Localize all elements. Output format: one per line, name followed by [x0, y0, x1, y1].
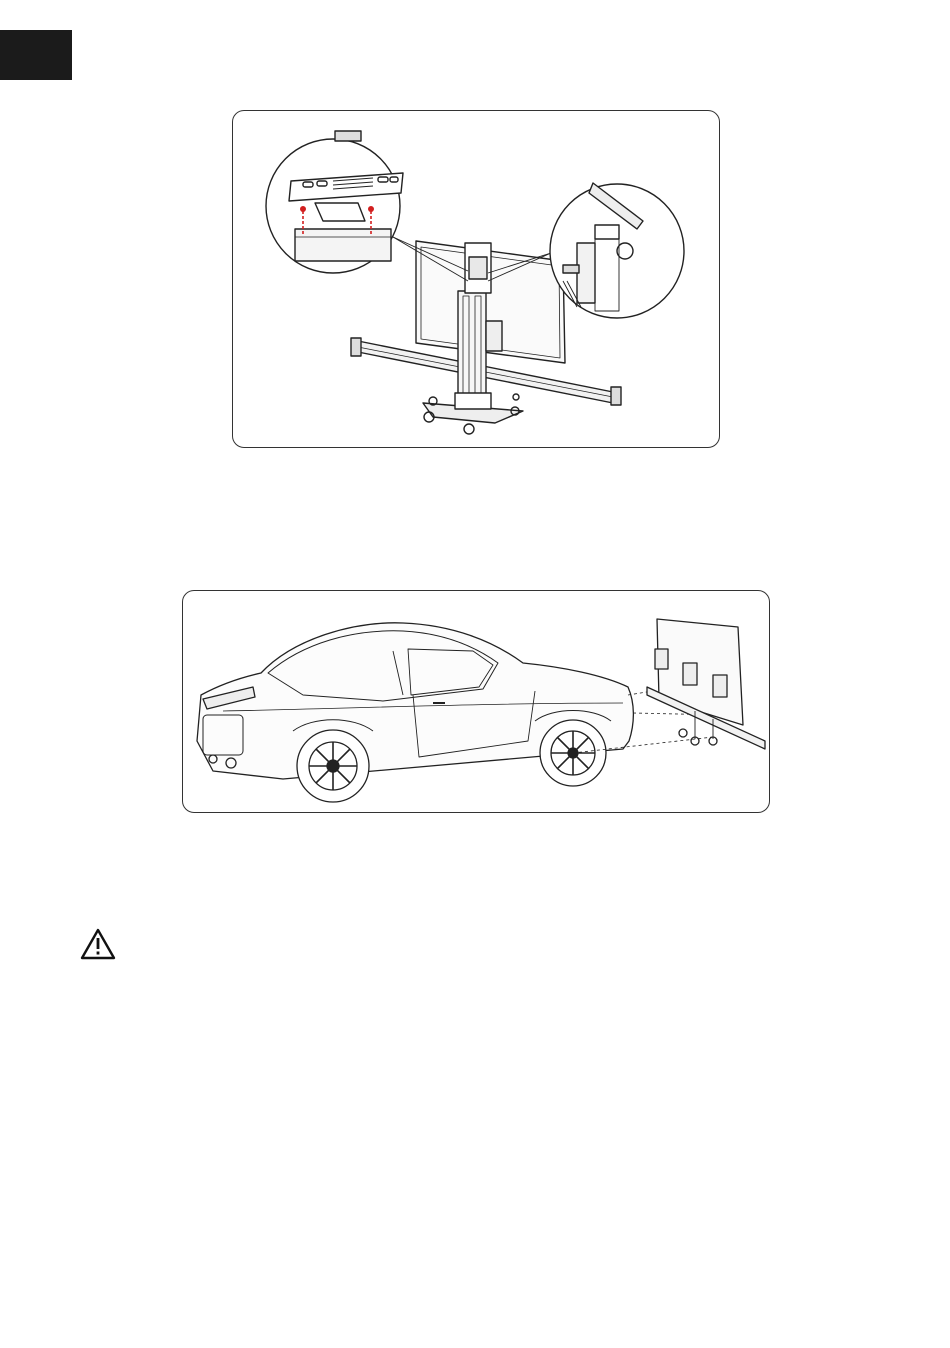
vehicle-positioning-figure	[182, 590, 770, 813]
frame-assembly-illustration	[233, 111, 719, 447]
frame-assembly-figure	[232, 110, 720, 448]
vehicle-positioning-illustration	[183, 591, 769, 812]
section-tab	[0, 30, 72, 80]
warning-triangle-icon	[80, 927, 116, 961]
